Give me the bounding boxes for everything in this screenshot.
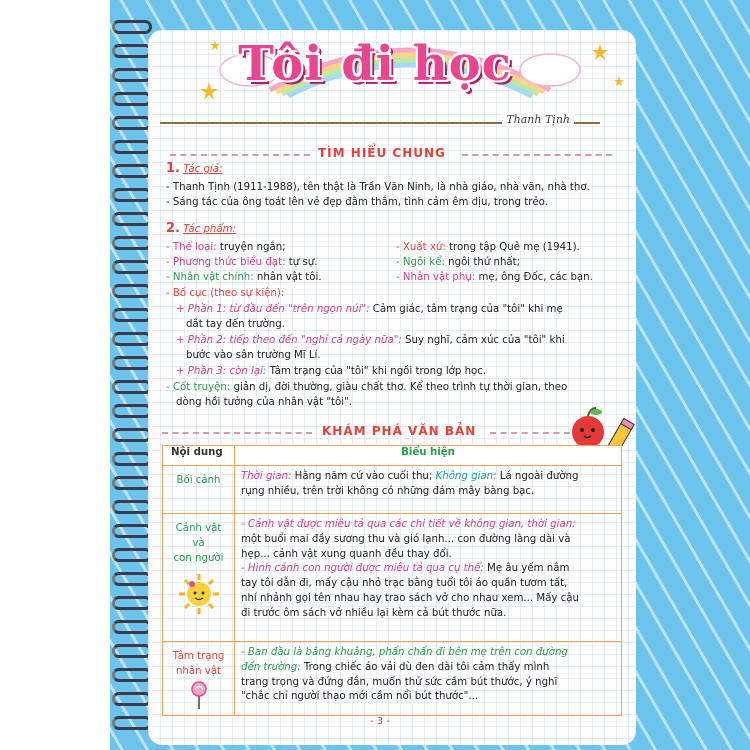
divider xyxy=(462,154,612,156)
author-name: Thanh Tịnh xyxy=(502,113,574,126)
analysis-table xyxy=(162,445,622,716)
page-title: Tôi đi học xyxy=(238,36,512,92)
part-1-line-2: dắt tay đến trường. xyxy=(186,319,285,330)
row-mood: - Ban đầu là bâng khuâng, phấn chấn đi bên mẹ trên con đường đến trường: Trong chiếc áo vải dù đen dài tôi cảm thấy mình trang trọng và đứng đắn, muốn thử sức cầm bút thước, ý nghĩ "chắc chỉ người thạo mới cầm nổi bút thước"... xyxy=(235,642,622,716)
section-heading-general: TÌM HIỂU CHUNG xyxy=(318,146,446,160)
part-2-line-2: bước vào sân trường Mĩ Lí. xyxy=(186,350,321,361)
part-1-line: + Phần 1: từ đầu đến "trên ngọn núi": Cảm giác, tâm trạng của "tôi" khi mẹ xyxy=(176,304,563,315)
row-scenery: - Cảnh vật được miêu tả qua các chi tiết về không gian, thời gian: một buổi mai đầy sương thu và gió lạnh... con đường làng dài và hẹp... cảnh vật xung quanh đều thay đổi. - Hình cảnh con người được miêu tả qua cụ thể: Mẹ âu yếm nắm tay tôi dẫn đi, mấy cậu nhỏ trạc bằng tuổi tôi áo quần tươm tất, nhí nhảnh gọi tên nhau hay trao sách vở cho nhau xem... Mấy cậu đi trước ôm sách vở nhiều lại kèm cả bút thước nữa. xyxy=(235,514,622,642)
layout-label: - Bố cục (theo sự kiện): xyxy=(166,288,285,299)
main-character-line: - Nhân vật chính: nhân vật tôi. xyxy=(166,272,322,283)
sun-icon xyxy=(177,572,221,616)
page-number: - 3 - xyxy=(370,716,390,727)
narrator-line: - Ngôi kể: ngôi thứ nhất; xyxy=(396,257,521,268)
row-label-scenery: Cảnh vật và con người xyxy=(163,514,235,642)
header-content: Nội dung xyxy=(163,446,235,466)
lollipop-icon xyxy=(189,680,209,710)
row-label-mood: Tâm trạng nhân vật xyxy=(163,642,235,716)
genre-line: - Thể loại: truyện ngắn; xyxy=(166,242,286,253)
work-heading: 2. Tác phẩm: xyxy=(166,221,236,236)
row-label-setting: Bối cảnh xyxy=(163,466,235,514)
row-setting: Thời gian: Hằng năm cứ vào cuối thu; Không gian: Lá ngoài đường rụng nhiều, trên trời không có những đám mây bàng bạc. xyxy=(235,466,622,514)
plot-line-2: dòng hồi tưởng của nhân vật "tôi". xyxy=(176,397,353,408)
header-expression: Biểu hiện xyxy=(235,446,622,466)
part-2-line: + Phần 2: tiếp theo đến "nghỉ cả ngày nữa": Suy nghĩ, cảm xúc của "tôi" khi xyxy=(176,335,565,346)
method-line: - Phương thức biểu đạt: tự sự. xyxy=(166,257,318,268)
author-heading: 1. Tác giả: xyxy=(166,161,223,176)
plot-line: - Cốt truyện: giản dị, đời thường, giàu chất thơ. Kể theo trình tự thời gian, theo xyxy=(166,382,568,393)
divider xyxy=(162,432,312,434)
side-character-line: - Nhân vật phụ: mẹ, ông Đốc, các bạn. xyxy=(396,272,593,283)
origin-line: - Xuất xứ: trong tập Quê mẹ (1941). xyxy=(396,242,580,253)
part-3-line: + Phần 3: còn lại: Tâm trạng của "tôi" khi ngồi trong lớp học. xyxy=(176,366,487,377)
divider xyxy=(170,154,310,156)
section-heading-explore: KHÁM PHÁ VĂN BẢN xyxy=(322,424,477,438)
spiral-binding xyxy=(112,10,152,750)
author-line-2: - Sáng tác của ông toát lên vẻ đẹp đằm thắm, tình cảm êm dịu, trong trẻo. xyxy=(166,197,548,208)
divider xyxy=(490,432,570,434)
author-line-1: - Thanh Tịnh (1911-1988), tên thật là Trần Văn Ninh, là nhà giáo, nhà văn, nhà thơ. xyxy=(166,182,590,193)
